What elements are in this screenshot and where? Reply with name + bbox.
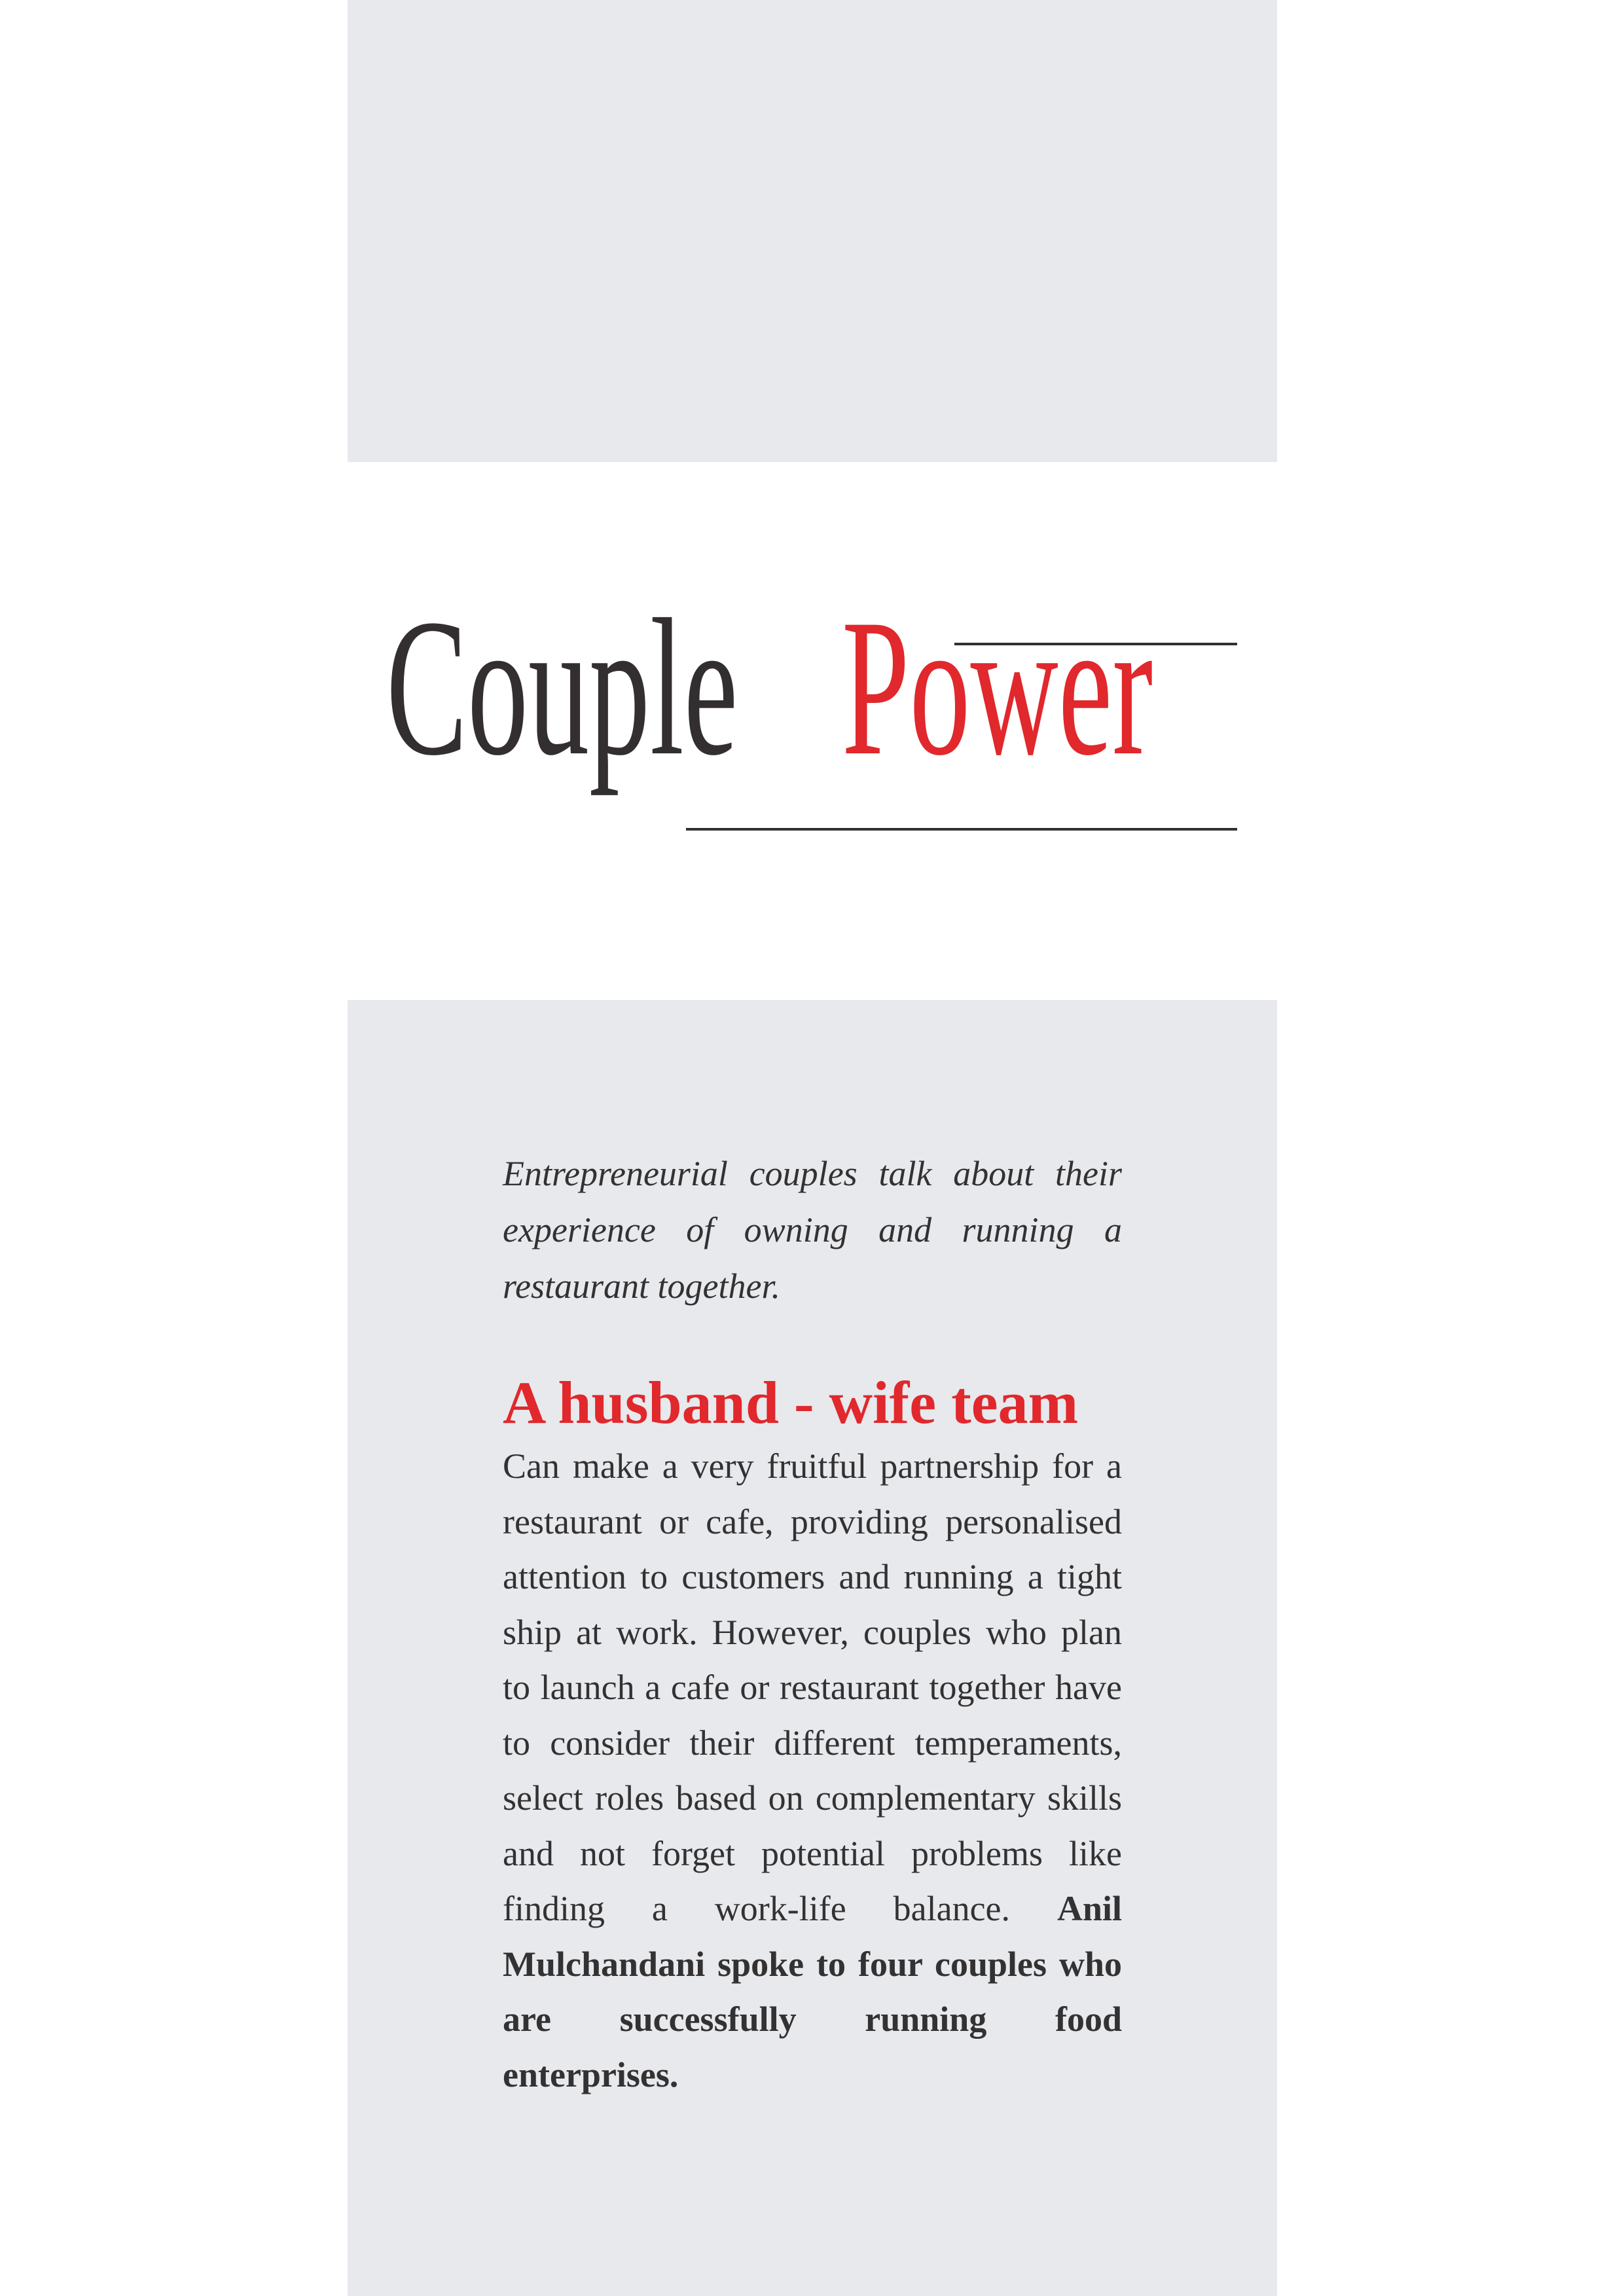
title-word-power: Power [842,579,1153,796]
body-text: Can make a very fruitful partnership for a restaurant or cafe, providing personalised attention to customers and running a tight ship at work. However, couples who plan to launch a cafe or restaurant together have to consider their different temperaments, select roles based on complementary skills and not forget potential problems like finding a work-life balance. [503,1446,1122,1928]
title-word-couple: Couple [386,579,738,796]
article-content [503,1145,1122,2102]
intro-standfirst: Entrepreneurial couples talk about their experience of owning and running a restaurant together. [503,1154,1122,1306]
article-title [367,579,1257,864]
title-rule-bottom [686,828,1237,831]
section-heading: A husband - wife team [503,1369,1079,1436]
top-gray-panel [348,0,1277,462]
author-lead: Anil Mulchandani spoke to four couples who are successfully running food enterprises. [503,1889,1122,2094]
body-paragraph [503,1439,1122,2102]
